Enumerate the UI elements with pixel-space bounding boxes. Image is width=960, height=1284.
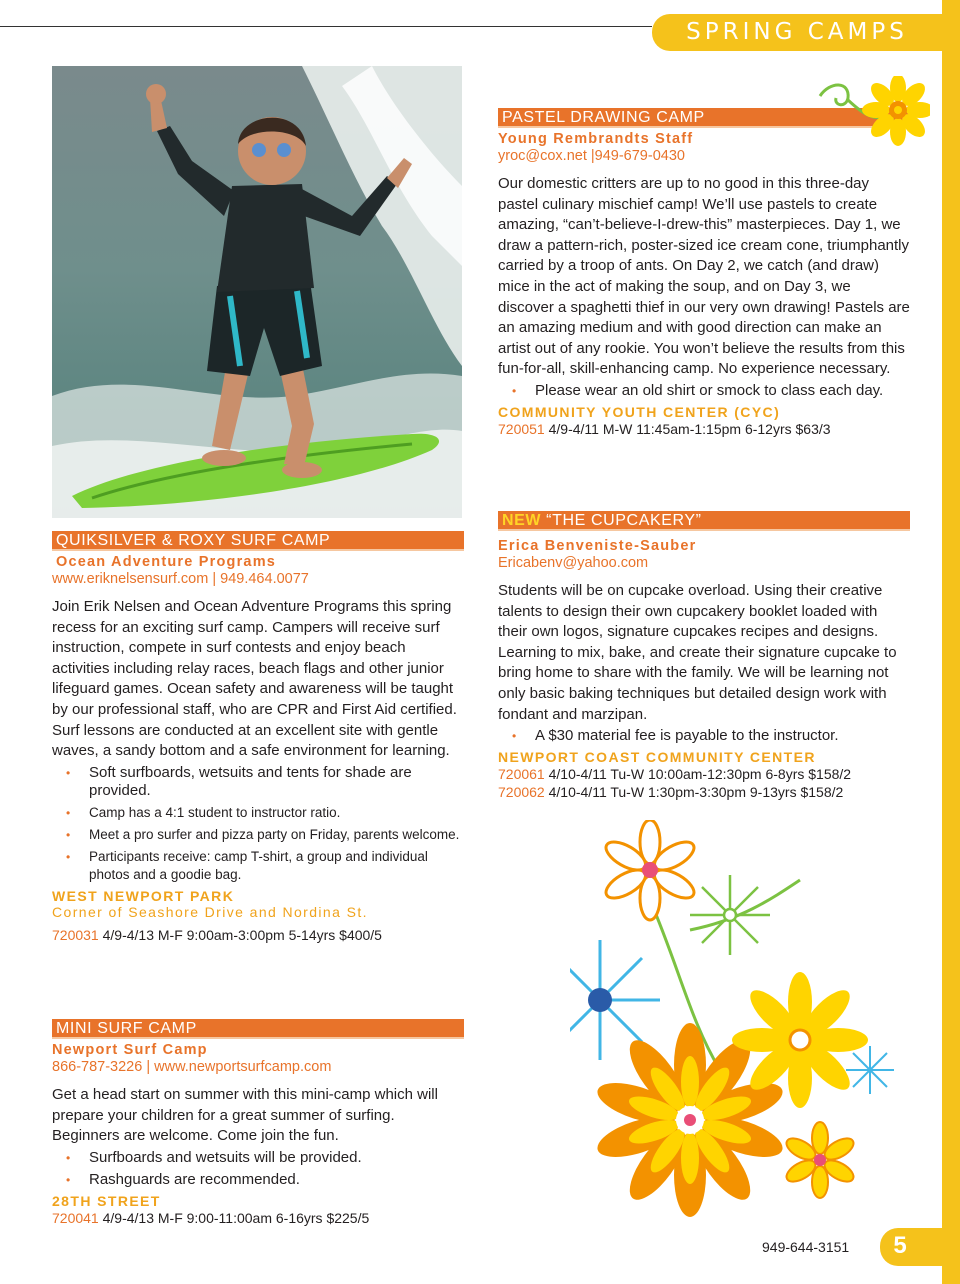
mini-surf-description: Get a head start on summer with this mini-camp which will prepare your children for a great summer of surfing. Beginners are welcome. Come join the fun.	[52, 1086, 438, 1145]
course-row	[498, 420, 910, 438]
bullet-item: • Rashguards are recommended.	[52, 1171, 464, 1189]
bullet-item: • Meet a pro surfer and pizza party on Friday, parents welcome.	[52, 826, 464, 844]
pastel-camp-section	[498, 108, 910, 438]
top-rule	[0, 26, 652, 27]
cupcakery-title: “THE CUPCAKERY”	[541, 512, 702, 529]
mini-surf-contact[interactable]: 866-787-3226 | www.newportsurfcamp.com	[52, 1059, 332, 1075]
course-details: 4/10-4/11 Tu-W 1:30pm-3:30pm 9-13yrs $158/2	[544, 784, 844, 801]
mini-surf-provider: Newport Surf Camp	[52, 1042, 208, 1058]
cupcakery-contact[interactable]: Ericabenv@yahoo.com	[498, 555, 649, 571]
pastel-camp-description: Our domestic critters are up to no good in this three-day pastel culinary mischief camp! We’ll use pastels to create amazing, “can’t-believe-I-drew-this” masterpieces. Day 1, we draw a pattern-rich, poster-sized ice cream cone, triumphantly carried by a troop of ants. On Day 2, we catch (and draw) mice in the act of making the soup, and on Day 3, we discover a spaghetti thief in our very own drawing! Pastels are an amazing medium and with good direction can make an artist out of any rookie. You won’t believe the results from this fun-for-all, skill-enhancing camp. No experience necessary.	[498, 175, 910, 378]
surf-camp-bullets	[52, 764, 464, 884]
pastel-camp-location: COMMUNITY YOUTH CENTER (CYC)	[498, 403, 781, 420]
surf-camp-section	[52, 531, 464, 944]
pastel-camp-contact[interactable]: yroc@cox.net |949-679-0430	[498, 148, 685, 164]
cupcakery-provider: Erica Benveniste-Sauber	[498, 538, 697, 554]
bullet-item: • Participants receive: camp T-shirt, a group and individual photos and a goodie bag.	[52, 848, 464, 884]
course-code: 720031	[52, 926, 99, 943]
surf-camp-location: WEST NEWPORT PARK	[52, 887, 235, 904]
cupcakery-section	[498, 511, 910, 801]
page-number: 5	[893, 1232, 907, 1259]
surf-camp-contact[interactable]: www.eriknelsensurf.com | 949.464.0077	[52, 571, 309, 587]
course-row	[52, 926, 464, 944]
course-details: 4/9-4/13 M-F 9:00-11:00am 6-16yrs $225/5	[98, 1209, 370, 1226]
surf-photo	[52, 66, 462, 518]
bullet-item: • Camp has a 4:1 student to instructor ratio.	[52, 804, 464, 822]
flower-icon	[602, 820, 699, 920]
bullet-item: • Please wear an old shirt or smock to class each day.	[498, 382, 910, 400]
section-header-tab	[652, 14, 942, 51]
pastel-camp-bullets	[498, 382, 910, 400]
side-accent-bar	[942, 0, 960, 1284]
surf-camp-description: Join Erik Nelsen and Ocean Adventure Programs this spring recess for an exciting surf camp. Campers will receive surf instruction, compete in surf contests and enjoy beach activities including relay races, beach flags and other junior lifeguard games. Ocean safety and awareness will be taught by our professional staff, who are CPR and First Aid certified. Surf lessons are conducted at an excellent site with gentle waves, a sandy bottom and a safe environment for learning.	[52, 598, 457, 760]
pastel-camp-provider: Young Rembrandts Staff	[498, 131, 694, 147]
course-code: 720051	[498, 420, 545, 437]
mini-surf-section	[52, 1019, 464, 1227]
cupcakery-location: NEWPORT COAST COMMUNITY CENTER	[498, 749, 816, 766]
page-number-tab	[880, 1228, 942, 1266]
cupcakery-title-bar	[498, 511, 910, 531]
flower-icon	[593, 1023, 787, 1217]
course-code: 720061	[498, 766, 545, 783]
course-row	[498, 765, 910, 783]
bullet-item: • Soft surfboards, wetsuits and tents for shade are provided.	[52, 764, 464, 800]
cupcakery-bullets	[498, 727, 910, 745]
flower-icon	[810, 76, 930, 156]
mini-surf-title: MINI SURF CAMP	[52, 1019, 464, 1039]
new-badge: NEW	[502, 512, 542, 529]
cupcakery-description: Students will be on cupcake overload. Using their creative talents to design their own cupcakery booklet loaded with their own logos, signature cupcakes recipes and designs. Learning to mix, bake, and create their signature cupcake to bring home to share with the family. We will be learning not only basic baking techniques but detailed design work with fondant and marzipan.	[498, 582, 897, 723]
footer-phone: 949-644-3151	[762, 1239, 850, 1255]
course-details: 4/9-4/11 M-W 11:45am-1:15pm 6-12yrs $63/3	[544, 420, 831, 437]
mini-surf-location: 28TH STREET	[52, 1192, 161, 1209]
course-row	[498, 783, 910, 801]
flower-decoration	[570, 820, 942, 1220]
bullet-item: • A $30 material fee is payable to the instructor.	[498, 727, 910, 745]
course-code: 720041	[52, 1209, 99, 1226]
course-row	[52, 1209, 464, 1227]
course-code: 720062	[498, 784, 545, 801]
bullet-item: • Surfboards and wetsuits will be provided.	[52, 1149, 464, 1167]
course-details: 4/9-4/13 M-F 9:00am-3:00pm 5-14yrs $400/5	[98, 926, 382, 943]
surf-camp-title: QUIKSILVER & ROXY SURF CAMP	[52, 531, 464, 551]
mini-surf-bullets	[52, 1149, 464, 1189]
surf-camp-provider: Ocean Adventure Programs	[56, 554, 277, 570]
course-details: 4/10-4/11 Tu-W 10:00am-12:30pm 6-8yrs $158/2	[544, 766, 852, 783]
section-title: SPRING CAMPS	[686, 19, 908, 45]
pastel-camp-title: PASTEL DRAWING CAMP	[498, 108, 910, 128]
flower-icon	[732, 972, 868, 1108]
surf-camp-location-address: Corner of Seashore Drive and Nordina St.	[52, 903, 368, 920]
